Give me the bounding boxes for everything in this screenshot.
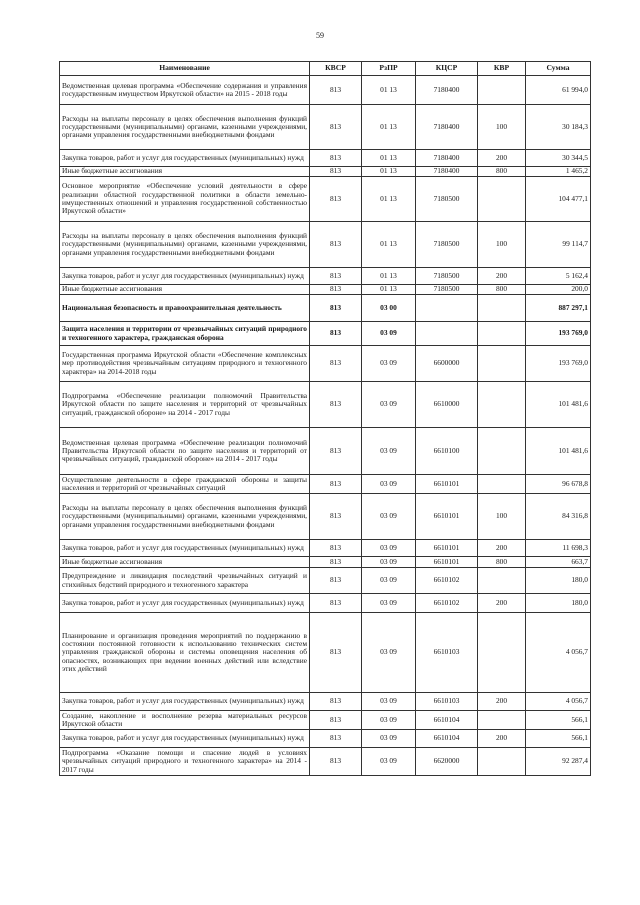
row-rzpr-cell: 03 09 (362, 346, 416, 382)
row-rzpr-cell: 01 13 (362, 177, 416, 222)
table-row (60, 105, 591, 150)
row-kvsr-cell: 813 (310, 322, 362, 346)
row-sum-cell: 566,1 (526, 711, 591, 730)
row-sum-cell: 92 287,4 (526, 748, 591, 776)
table-row (60, 540, 591, 557)
row-kvsr-cell: 813 (310, 382, 362, 428)
row-kvsr-cell: 813 (310, 594, 362, 613)
row-name-cell: Ведомственная целевая программа «Обеспечение содержания и управления государственным имуществом Иркутской области» на 2015 - 2018 годы (60, 76, 310, 105)
row-sum-cell: 84 316,8 (526, 494, 591, 540)
row-rzpr-cell: 01 13 (362, 268, 416, 285)
row-kcsr-cell: 6620000 (416, 748, 478, 776)
row-kvsr-cell: 813 (310, 494, 362, 540)
row-name-cell: Закупка товаров, работ и услуг для государственных (муниципальных) нужд (60, 150, 310, 167)
row-kcsr-cell: 6610104 (416, 711, 478, 730)
table-row (60, 382, 591, 428)
row-rzpr-cell: 03 09 (362, 594, 416, 613)
row-name-cell: Закупка товаров, работ и услуг для государственных (муниципальных) нужд (60, 540, 310, 557)
table-row (60, 428, 591, 475)
table-row (60, 285, 591, 295)
row-sum-cell: 200,0 (526, 285, 591, 295)
row-kcsr-cell: 6610104 (416, 730, 478, 748)
row-sum-cell: 193 769,0 (526, 346, 591, 382)
row-sum-cell: 101 481,6 (526, 428, 591, 475)
table-header-row (60, 62, 591, 76)
row-name-cell: Национальная безопасность и правоохранительная деятельность (60, 295, 310, 322)
row-sum-cell: 30 344,5 (526, 150, 591, 167)
column-header-rzpr: РзПР (362, 62, 416, 76)
row-kcsr-cell: 7180400 (416, 105, 478, 150)
page-number: 59 (316, 31, 324, 40)
row-rzpr-cell: 01 13 (362, 222, 416, 268)
row-kvr-cell: 100 (478, 222, 526, 268)
row-name-cell: Подпрограмма «Оказание помощи и спасение людей в условиях чрезвычайных ситуаций природного и техногенного характера» на 2014 - 2017 годы (60, 748, 310, 776)
row-rzpr-cell: 03 09 (362, 693, 416, 711)
row-kvr-cell (478, 428, 526, 475)
row-kcsr-cell: 6610101 (416, 557, 478, 568)
row-kvsr-cell: 813 (310, 268, 362, 285)
row-kcsr-cell: 6610000 (416, 382, 478, 428)
row-rzpr-cell: 01 13 (362, 150, 416, 167)
row-name-cell: Иные бюджетные ассигнования (60, 167, 310, 177)
row-kvr-cell: 200 (478, 150, 526, 167)
row-kvr-cell (478, 177, 526, 222)
row-kvsr-cell: 813 (310, 711, 362, 730)
row-name-cell: Иные бюджетные ассигнования (60, 285, 310, 295)
row-rzpr-cell: 03 09 (362, 494, 416, 540)
row-kvr-cell (478, 76, 526, 105)
row-kcsr-cell: 7180500 (416, 177, 478, 222)
table-row (60, 222, 591, 268)
row-kcsr-cell: 7180400 (416, 76, 478, 105)
table-row (60, 346, 591, 382)
table-row (60, 711, 591, 730)
row-name-cell: Подпрограмма «Обеспечение реализации полномочий Правительства Иркутской области по защите населения и территорий от чрезвычайных ситуаций, гражданской обороне» на 2014 - 2017 годы (60, 382, 310, 428)
table-row (60, 475, 591, 494)
table-row (60, 568, 591, 594)
row-kvr-cell (478, 711, 526, 730)
table-row (60, 177, 591, 222)
column-header-kcsr: КЦСР (416, 62, 478, 76)
row-sum-cell: 193 769,0 (526, 322, 591, 346)
row-sum-cell: 180,0 (526, 594, 591, 613)
row-kvr-cell (478, 613, 526, 693)
row-name-cell: Иные бюджетные ассигнования (60, 557, 310, 568)
row-kvr-cell: 800 (478, 557, 526, 568)
row-kcsr-cell: 6610100 (416, 428, 478, 475)
budget-table (59, 61, 591, 776)
row-kvsr-cell: 813 (310, 557, 362, 568)
row-kvr-cell (478, 295, 526, 322)
row-sum-cell: 4 056,7 (526, 613, 591, 693)
row-rzpr-cell: 03 09 (362, 475, 416, 494)
row-name-cell: Осуществление деятельности в сфере гражданской обороны и защиты населения и территорий от чрезвычайных ситуаций (60, 475, 310, 494)
table-row (60, 494, 591, 540)
row-name-cell: Планирование и организация проведения мероприятий по поддержанию в состоянии постоянной готовности к использованию технических систем управления гражданской обороны и системы оповещения населения об опасностях, возникающих при ведении военных действий или вследствие этих действий (60, 613, 310, 693)
column-header-sum: Сумма (526, 62, 591, 76)
row-kcsr-cell: 7180400 (416, 150, 478, 167)
row-kcsr-cell: 7180500 (416, 268, 478, 285)
row-rzpr-cell: 03 09 (362, 557, 416, 568)
table-row (60, 730, 591, 748)
row-rzpr-cell: 03 09 (362, 613, 416, 693)
row-kvsr-cell: 813 (310, 285, 362, 295)
row-kcsr-cell (416, 295, 478, 322)
row-rzpr-cell: 01 13 (362, 285, 416, 295)
row-kcsr-cell: 7180500 (416, 285, 478, 295)
row-sum-cell: 104 477,1 (526, 177, 591, 222)
row-name-cell: Закупка товаров, работ и услуг для государственных (муниципальных) нужд (60, 730, 310, 748)
row-sum-cell: 566,1 (526, 730, 591, 748)
row-kvsr-cell: 813 (310, 295, 362, 322)
table-row (60, 76, 591, 105)
row-kvr-cell (478, 322, 526, 346)
row-kvr-cell: 200 (478, 594, 526, 613)
row-name-cell: Расходы на выплаты персоналу в целях обеспечения выполнения функций государственными (муниципальными) органами, казенными учреждениями, органами управления государственными внебюджетными фондами (60, 222, 310, 268)
row-kcsr-cell: 6610101 (416, 475, 478, 494)
row-kcsr-cell: 6610103 (416, 693, 478, 711)
table-row (60, 295, 591, 322)
table-row (60, 167, 591, 177)
row-kcsr-cell (416, 322, 478, 346)
row-kcsr-cell: 6610103 (416, 613, 478, 693)
table-row (60, 693, 591, 711)
row-kvr-cell: 800 (478, 285, 526, 295)
row-sum-cell: 30 184,3 (526, 105, 591, 150)
row-kvsr-cell: 813 (310, 177, 362, 222)
row-kvsr-cell: 813 (310, 76, 362, 105)
row-kvr-cell (478, 382, 526, 428)
row-kvsr-cell: 813 (310, 346, 362, 382)
row-kcsr-cell: 6610101 (416, 540, 478, 557)
row-name-cell: Расходы на выплаты персоналу в целях обеспечения выполнения функций государственными (муниципальными) органами, казенными учреждениями, органами управления государственными внебюджетными фондами (60, 105, 310, 150)
row-kvr-cell (478, 346, 526, 382)
row-rzpr-cell: 03 09 (362, 748, 416, 776)
row-kvr-cell: 200 (478, 693, 526, 711)
row-name-cell: Защита населения и территории от чрезвычайных ситуаций природного и техногенного характера, гражданская оборона (60, 322, 310, 346)
row-name-cell: Закупка товаров, работ и услуг для государственных (муниципальных) нужд (60, 268, 310, 285)
table-row (60, 613, 591, 693)
row-kvsr-cell: 813 (310, 730, 362, 748)
table-row (60, 748, 591, 776)
row-sum-cell: 887 297,1 (526, 295, 591, 322)
row-kvr-cell: 200 (478, 268, 526, 285)
row-rzpr-cell: 03 09 (362, 382, 416, 428)
row-name-cell: Государственная программа Иркутской области «Обеспечение комплексных мер противодействия чрезвычайным ситуациям природного и техногенного характера» на 2014-2018 годы (60, 346, 310, 382)
row-kvsr-cell: 813 (310, 540, 362, 557)
row-rzpr-cell: 03 09 (362, 568, 416, 594)
row-kvr-cell: 800 (478, 167, 526, 177)
row-rzpr-cell: 01 13 (362, 167, 416, 177)
column-header-kvr: КВР (478, 62, 526, 76)
row-sum-cell: 180,0 (526, 568, 591, 594)
row-kvr-cell: 100 (478, 105, 526, 150)
row-kvsr-cell: 813 (310, 475, 362, 494)
row-kvsr-cell: 813 (310, 748, 362, 776)
row-rzpr-cell: 03 09 (362, 322, 416, 346)
row-rzpr-cell: 03 09 (362, 428, 416, 475)
row-kvsr-cell: 813 (310, 222, 362, 268)
row-kvsr-cell: 813 (310, 568, 362, 594)
row-name-cell: Создание, накопление и восполнение резерва материальных ресурсов Иркутской области (60, 711, 310, 730)
row-rzpr-cell: 03 09 (362, 730, 416, 748)
row-rzpr-cell: 03 00 (362, 295, 416, 322)
table-row (60, 557, 591, 568)
row-sum-cell: 11 698,3 (526, 540, 591, 557)
table-row (60, 150, 591, 167)
row-kcsr-cell: 7180400 (416, 167, 478, 177)
row-sum-cell: 663,7 (526, 557, 591, 568)
row-rzpr-cell: 01 13 (362, 105, 416, 150)
row-name-cell: Основное мероприятие «Обеспечение условий деятельности в сфере реализации областной государственной политики в области земельно-имущественных отношений и управления государственной собственностью Иркутской области» (60, 177, 310, 222)
row-kcsr-cell: 6610102 (416, 568, 478, 594)
row-sum-cell: 61 994,0 (526, 76, 591, 105)
row-kvsr-cell: 813 (310, 693, 362, 711)
row-kvsr-cell: 813 (310, 150, 362, 167)
row-kcsr-cell: 6610101 (416, 494, 478, 540)
row-sum-cell: 99 114,7 (526, 222, 591, 268)
column-header-kvsr: КВСР (310, 62, 362, 76)
row-sum-cell: 101 481,6 (526, 382, 591, 428)
row-kvsr-cell: 813 (310, 428, 362, 475)
row-rzpr-cell: 03 09 (362, 540, 416, 557)
row-name-cell: Ведомственная целевая программа «Обеспечение реализации полномочий Правительства Иркутской области по защите населения и территорий от чрезвычайных ситуаций, гражданской обороне» на 2014 - 2017 годы (60, 428, 310, 475)
row-kvr-cell (478, 568, 526, 594)
row-kvr-cell (478, 748, 526, 776)
table-row (60, 322, 591, 346)
row-kvr-cell: 200 (478, 540, 526, 557)
row-sum-cell: 4 056,7 (526, 693, 591, 711)
row-name-cell: Расходы на выплаты персоналу в целях обеспечения выполнения функций государственными (муниципальными) органами, казенными учреждениями, органами управления государственными внебюджетными фондами (60, 494, 310, 540)
row-kvr-cell: 200 (478, 730, 526, 748)
row-name-cell: Предупреждение и ликвидация последствий чрезвычайных ситуаций и стихийных бедствий природного и техногенного характера (60, 568, 310, 594)
row-sum-cell: 96 678,8 (526, 475, 591, 494)
row-kvr-cell: 100 (478, 494, 526, 540)
row-kvsr-cell: 813 (310, 613, 362, 693)
row-kcsr-cell: 6610102 (416, 594, 478, 613)
table-row (60, 594, 591, 613)
row-kvsr-cell: 813 (310, 167, 362, 177)
row-kcsr-cell: 6600000 (416, 346, 478, 382)
row-sum-cell: 5 162,4 (526, 268, 591, 285)
row-rzpr-cell: 01 13 (362, 76, 416, 105)
column-header-name: Наименование (60, 62, 310, 76)
row-name-cell: Закупка товаров, работ и услуг для государственных (муниципальных) нужд (60, 594, 310, 613)
row-kvr-cell (478, 475, 526, 494)
row-sum-cell: 1 465,2 (526, 167, 591, 177)
row-kvsr-cell: 813 (310, 105, 362, 150)
row-name-cell: Закупка товаров, работ и услуг для государственных (муниципальных) нужд (60, 693, 310, 711)
table-row (60, 268, 591, 285)
row-kcsr-cell: 7180500 (416, 222, 478, 268)
row-rzpr-cell: 03 09 (362, 711, 416, 730)
